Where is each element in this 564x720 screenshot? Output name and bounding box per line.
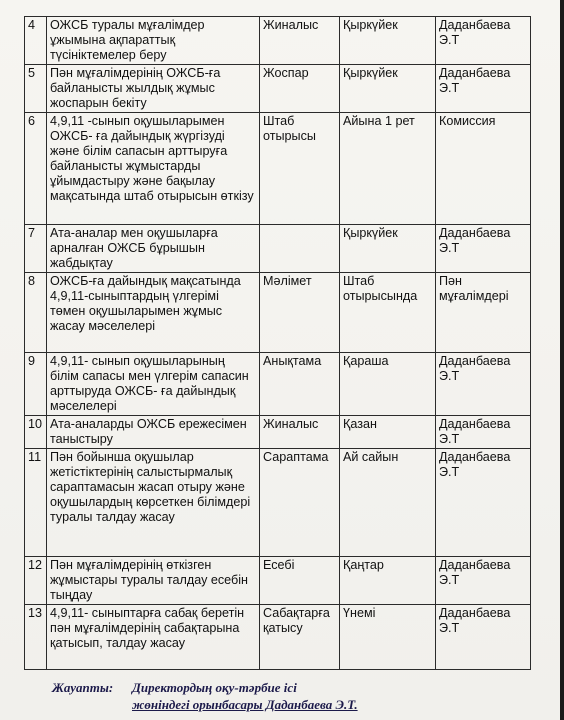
form-cell: Есебі (260, 557, 340, 605)
responsible-position: Директордың оқу-тәрбие ісі (132, 680, 297, 695)
responsible-cell: Даданбаева Э.Т (436, 416, 531, 449)
row-number: 8 (25, 273, 47, 353)
time-cell: Айына 1 рет (340, 113, 436, 225)
form-cell: Мәлімет (260, 273, 340, 353)
row-number: 13 (25, 605, 47, 670)
table-row (25, 449, 531, 557)
row-number: 7 (25, 225, 47, 273)
task-cell: 4,9,11- сынып оқушыларының білім сапасы мен үлгерім сапасин арттыруда ОЖСБ- ға дайындық мәселелері (47, 353, 260, 416)
table-row (25, 605, 531, 670)
row-number: 9 (25, 353, 47, 416)
row-number: 5 (25, 65, 47, 113)
responsible-signature-block (52, 679, 358, 713)
time-cell: Ай сайын (340, 449, 436, 557)
row-number: 11 (25, 449, 47, 557)
table-row (25, 557, 531, 605)
responsible-cell: Комиссия (436, 113, 531, 225)
table-row (25, 65, 531, 113)
responsible-label: Жауапты: (52, 680, 114, 695)
row-number: 4 (25, 17, 47, 65)
task-cell: Пән мұғалімдерінің өткізген жұмыстары туралы талдау есебін тыңдау (47, 557, 260, 605)
form-cell (260, 225, 340, 273)
time-cell: Үнемі (340, 605, 436, 670)
row-number: 10 (25, 416, 47, 449)
plan-table-body (25, 17, 531, 670)
form-cell: Штаб отырысы (260, 113, 340, 225)
signature-line-1 (52, 679, 358, 696)
task-cell: ОЖСБ туралы мұғалімдер ұжымына ақпараттық түсініктемелер беру (47, 17, 260, 65)
table-row (25, 273, 531, 353)
scan-edge (560, 0, 564, 720)
task-cell: 4,9,11 -сынып оқушыларымен ОЖСБ- ға дайындық жүргізуді және білім сапасын арттыруға байланысты жұмыстарды ұйымдастыру және бақылау мақсатында штаб отырысын өткізу (47, 113, 260, 225)
form-cell: Сабақтарға қатысу (260, 605, 340, 670)
table-row (25, 113, 531, 225)
responsible-cell: Даданбаева Э.Т (436, 225, 531, 273)
table-row (25, 17, 531, 65)
task-cell: Пән мұғалімдерінің ОЖСБ-ға байланысты жылдық жұмыс жоспарын бекіту (47, 65, 260, 113)
task-cell: 4,9,11- сыныптарға сабақ беретін пән мұғалімдерінің сабақтарына қатысып, талдау жасау (47, 605, 260, 670)
time-cell: Штаб отырысында (340, 273, 436, 353)
responsible-cell: Даданбаева Э.Т (436, 557, 531, 605)
responsible-name: жөніндегі орынбасары Даданбаева Э.Т. (132, 697, 358, 712)
row-number: 6 (25, 113, 47, 225)
table-row (25, 353, 531, 416)
time-cell: Қаңтар (340, 557, 436, 605)
task-cell: Ата-аналарды ОЖСБ ережесімен таныстыру (47, 416, 260, 449)
task-cell: Пән бойынша оқушылар жетістіктерінің салыстырмалық сараптамасын жасап отыру және оқушылардың көрсеткен білімдері туралы талдау жасау (47, 449, 260, 557)
responsible-cell: Даданбаева Э.Т (436, 353, 531, 416)
time-cell: Қыркүйек (340, 17, 436, 65)
time-cell: Қыркүйек (340, 65, 436, 113)
time-cell: Қараша (340, 353, 436, 416)
plan-table (24, 16, 531, 670)
responsible-cell: Пән мұғалімдері (436, 273, 531, 353)
time-cell: Қазан (340, 416, 436, 449)
form-cell: Жиналыс (260, 17, 340, 65)
form-cell: Сараптама (260, 449, 340, 557)
form-cell: Жоспар (260, 65, 340, 113)
form-cell: Анықтама (260, 353, 340, 416)
responsible-cell: Даданбаева Э.Т (436, 449, 531, 557)
task-cell: ОЖСБ-ға дайындық мақсатында 4,9,11-сыныптардың үлгерімі төмен оқушыларымен жұмыс жасау мәселелері (47, 273, 260, 353)
responsible-cell: Даданбаева Э.Т (436, 17, 531, 65)
row-number: 12 (25, 557, 47, 605)
signature-line-2 (52, 696, 358, 713)
task-cell: Ата-аналар мен оқушыларға арналған ОЖСБ бұрышын жабдықтау (47, 225, 260, 273)
responsible-cell: Даданбаева Э.Т (436, 605, 531, 670)
form-cell: Жиналыс (260, 416, 340, 449)
table-row (25, 225, 531, 273)
table-row (25, 416, 531, 449)
time-cell: Қыркүйек (340, 225, 436, 273)
responsible-cell: Даданбаева Э.Т (436, 65, 531, 113)
